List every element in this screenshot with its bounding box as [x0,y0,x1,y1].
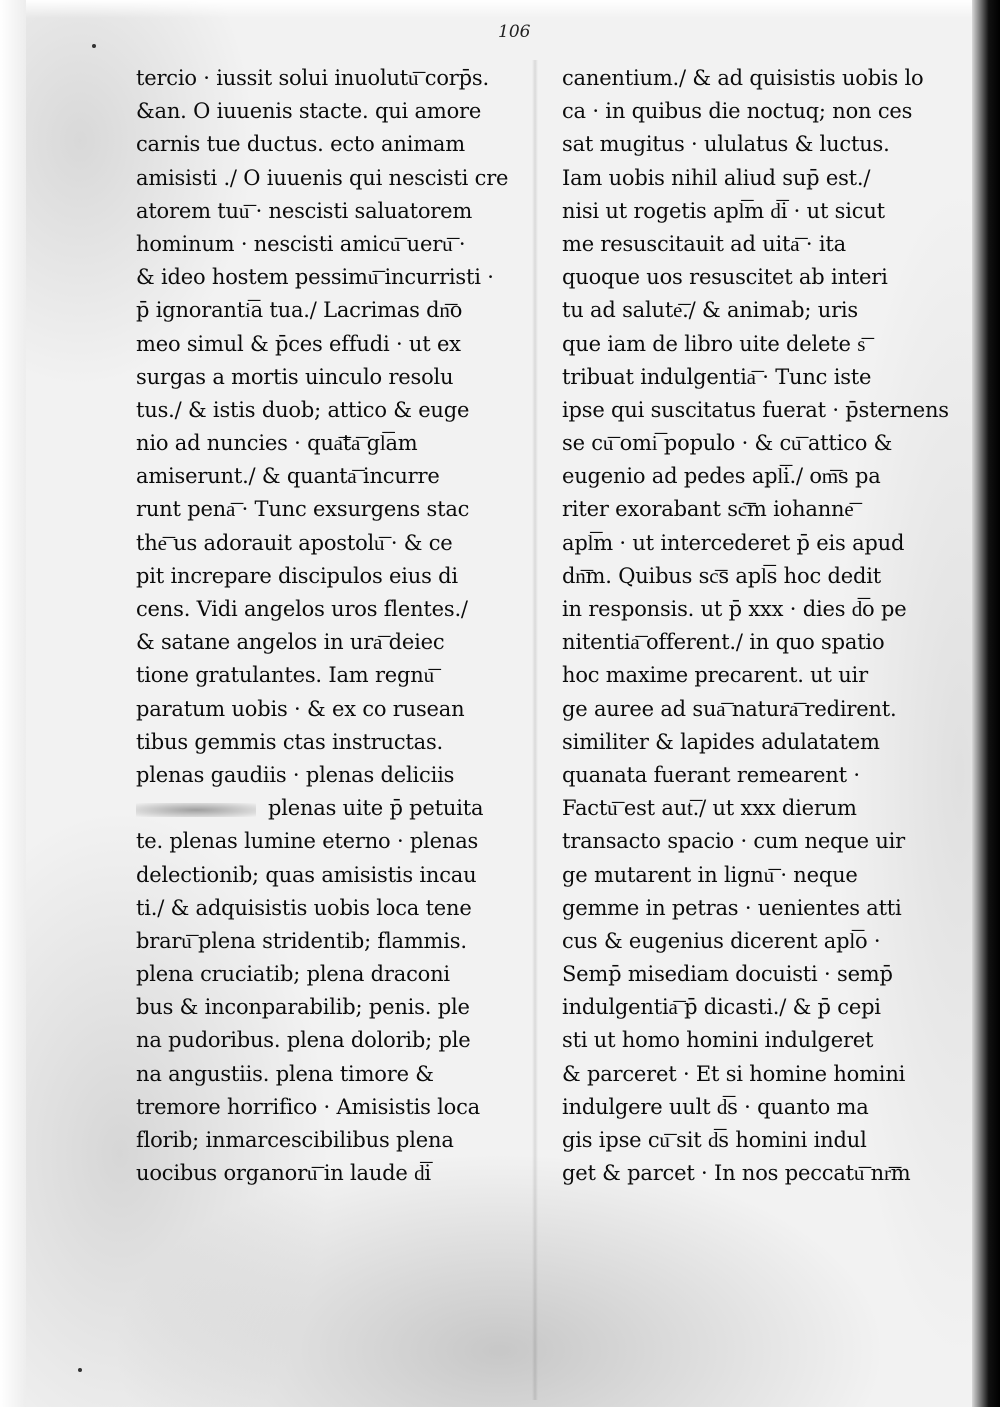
manuscript-line: get & parcet · In nos peccatu͞ nr͞m [562,1161,911,1186]
manuscript-line: carnis tue ductus. ecto animam [136,132,465,157]
manuscript-line: nio ad nuncies · qua͞ta͞ gl͞am [136,431,418,456]
manuscript-line: paratum uobis · & ex co rusean [136,696,465,721]
manuscript-line: & satane angelos in ura͞ deiec [136,630,445,655]
right-text-column [562,62,962,1190]
manuscript-line: indulgere uult d͞s · quanto ma [562,1094,869,1119]
manuscript-line: meo simul & p̄ces effudi · ut ex [136,331,461,356]
manuscript-line: tibus gemmis ctas instructas. [136,729,444,754]
manuscript-line: se cu͞ omi͞ populo · & cu͞ attico & [562,431,893,456]
manuscript-line: & ideo hostem pessimu͞ incurristi · [136,265,494,290]
manuscript-line: ca · in quibus die noctuq; non ces [562,99,913,124]
manuscript-line: quanata fuerant remearent · [562,762,860,787]
manuscript-line: transacto spacio · cum neque uir [562,829,906,854]
manuscript-line: tione gratulantes. Iam regnu͞ [136,663,434,688]
manuscript-line: me resuscitauit ad uita͞ · ita [562,231,846,256]
manuscript-line: sti ut homo homini indulgeret [562,1028,874,1053]
manuscript-line: nisi ut rogetis apl͞m d͞i · ut sicut [562,198,885,223]
manuscript-line: tribuat indulgentia͞ · Tunc iste [562,364,872,389]
manuscript-line: similiter & lapides adulatatem [562,729,880,754]
manuscript-line: in responsis. ut p̄ xxx · dies d͞o pe [562,597,907,621]
manuscript-line: pit increpare discipulos eius di [136,563,458,588]
right-page-edge [972,0,1000,1407]
manuscript-line: tremore horrifico · Amisistis loca [136,1094,480,1119]
manuscript-line: p̄ ignoranti͞a tua./ Lacrimas dn͞o [136,298,463,323]
manuscript-line: atorem tuu͞ · nescisti saluatorem [136,198,473,223]
manuscript-line: riter exorabant sc͞m iohanne͞ [562,497,854,522]
manuscript-line: canentium./ & ad quisistis uobis lo [562,66,924,90]
manuscript-line: eugenio ad pedes apl͞i./ om͞s pa [562,464,881,489]
manuscript-line: ge mutarent in lignu͞ · neque [562,862,858,887]
manuscript-line: plenas gaudiis · plenas deliciis [136,762,455,787]
manuscript-line: Iam uobis nihil aliud sup̄ est./ [562,165,871,190]
manuscript-line: uocibus organoru͞ in laude d͞i [136,1161,431,1186]
ink-speck [78,1368,82,1372]
erasure-smudge [136,803,256,817]
manuscript-line: tu ad salute͞./ & animab; uris [562,298,859,323]
left-text-column [136,62,536,1190]
manuscript-line: bus & inconparabilib; penis. ple [136,995,470,1020]
manuscript-line: cens. Vidi angelos uros flentes./ [136,597,468,621]
manuscript-line-erased [136,792,536,825]
manuscript-line: sat mugitus · ululatus & luctus. [562,132,890,157]
top-margin-shading [0,0,1000,18]
manuscript-line: runt pena͞ · Tunc exsurgens stac [136,497,470,522]
manuscript-line: nitentia͞ offerent./ in quo spatio [562,630,885,655]
manuscript-line: & parceret · Et si homine homini [562,1061,906,1086]
manuscript-line: the͞ us adorauit apostolu͞ · & ce [136,530,453,555]
manuscript-line: na angustiis. plena timore & [136,1061,434,1086]
manuscript-line: hominum · nescisti amicu͞ ueru͞ · [136,231,466,256]
manuscript-line: na pudoribus. plena dolorib; ple [136,1028,471,1053]
manuscript-line: Semp̄ misediam docuisti · semp̄ [562,962,893,987]
manuscript-line: ge auree ad sua͞ natura͞ redirent. [562,696,897,721]
manuscript-line: indulgentia͞ p̄ dicasti./ & p̄ cepi [562,995,881,1020]
left-margin-shading [0,0,26,1407]
ink-speck [92,44,96,48]
manuscript-line-text: plenas uite p̄ petuita [268,796,484,821]
manuscript-line: cus & eugenius dicerent apl͞o · [562,928,881,953]
manuscript-line: gis ipse cu͞ sit d͞s homini indul [562,1128,867,1152]
manuscript-line: ipse qui suscitatus fuerat · p̄sternens [562,397,949,422]
manuscript-line: Factu͞ est aut͞./ ut xxx dierum [562,796,857,821]
manuscript-line: tus./ & istis duob; attico & euge [136,397,470,422]
manuscript-line: plena cruciatib; plena draconi [136,962,450,987]
manuscript-line: gemme in petras · uenientes atti [562,895,902,920]
manuscript-line: apl͞m · ut intercederet p̄ eis apud [562,530,905,555]
manuscript-line: surgas a mortis uinculo resolu [136,364,454,389]
manuscript-line: dn͞m. Quibus sc͞s apl͞s hoc dedit [562,563,881,588]
manuscript-line: te. plenas lumine eterno · plenas [136,829,479,854]
folio-number: 106 [498,22,531,42]
manuscript-line: tercio · iussit solui inuolutu͞ corp̄s. [136,66,489,90]
manuscript-line: florib; inmarcescibilibus plena [136,1128,454,1152]
manuscript-line: amisisti ./ O iuuenis qui nescisti cre [136,165,509,190]
manuscript-line: que iam de libro uite delete s͞ [562,331,866,356]
manuscript-line: delectionib; quas amisistis incau [136,862,477,887]
manuscript-line: hoc maxime precarent. ut uir [562,663,868,688]
manuscript-line: ti./ & adquisistis uobis loca tene [136,895,472,920]
manuscript-line: amiserunt./ & quanta͞ incurre [136,464,440,489]
manuscript-line: &an. O iuuenis stacte. qui amore [136,99,482,124]
manuscript-line: braru͞ plena stridentib; flammis. [136,928,467,953]
manuscript-line: quoque uos resuscitet ab interi [562,265,888,290]
